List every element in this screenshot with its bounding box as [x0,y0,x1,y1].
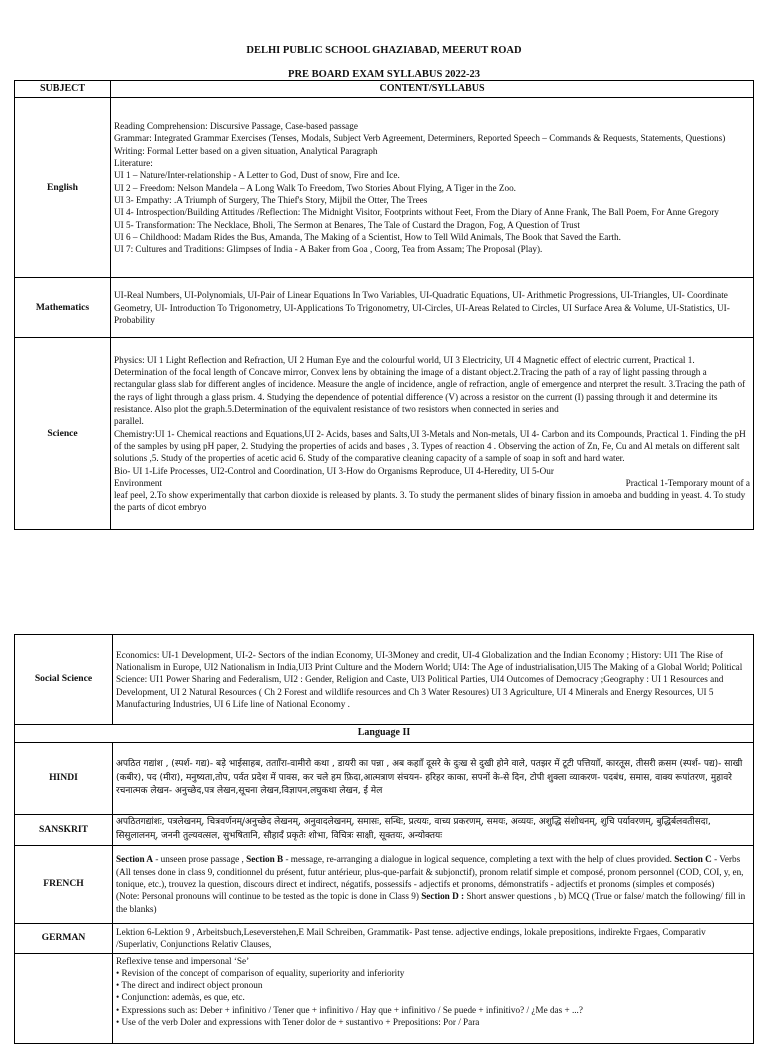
french-note: (Note: Personal pronouns will continue to be tested as the topic is done in Class 9) [116,891,422,902]
english-line: UI 7: Cultures and Traditions: Glimpses of India - A Baker from Goa , Coorg, Tea from Assam; The Proposal (Play). [114,244,543,255]
social-science-content: Economics: UI-1 Development, UI-2- Sectors of the indian Economy, UI-3Money and credit, UI-4 Globalization and the Indian Economy ; History: UI1 The Rise of Nationalism in Europe, UI2 Nationalism in India,UI3 Print Culture and the Modern World; UI4: The Age of industrialisation,UI5 The Making of a Global World; Political Science: UI1 Power Sharing and Federalism, UI2 : Gender, Religion and Caste, UI3 Political Parties, UI4 Outcomes of Democracy ;Geography : UI 1 Resources and Development, UI 2 Natural Resources ( Ch 2 Forest and wildlife resources and Ch 3 Water Resoures) UI 3 Agriculture, UI 4 Minerals and Energy Resources, UI 5 Manufacturing Industries, UI 6 Life line of National Economy . [113,635,754,725]
science-row [15,338,754,530]
mathematics-row [15,278,754,338]
school-title: DELHI PUBLIC SCHOOL GHAZIABAD, MEERUT ROAD [246,45,522,56]
spanish-content [113,953,754,1043]
french-section-d: Short answer questions , b) MCQ (True or false/ match the following/ fill in the blanks) [116,891,746,914]
science-parallel: parallel. [114,416,144,427]
mathematics-content: UI-Real Numbers, UI-Polynomials, UI-Pair of Linear Equations In Two Variables, UI-Quadratic Equations, UI- Arithmetic Progressions, UI-Triangles, UI- Coordinate Geometry, UI- Introduction To Trigonometry, UI-Applications To Trigonometry, UI-Circles, UI-Areas Related to Circles, UI Surface Area & Volume, UI-Statistics, UI-Probability [111,278,754,338]
content-column-header: CONTENT/SYLLABUS [111,81,754,98]
subject-german: GERMAN [15,923,113,953]
english-line: UI 6 – Childhood: Madam Rides the Bus, Amanda, The Making of a Scientist, How to Tell Wild Animals, The Book that Saved the Earth. [114,231,621,242]
sanskrit-content: अपठितगद्यांशः, पत्रलेखनम्, चित्रवर्णनम्/अनुच्छेद लेखनम्, अनुवादलेखनम्, समासः, सन्धिः, प्रत्ययः, वाच्य प्रकरणम्, समयः, अव्ययः, अशुद्धि संशोधनम्, शुचि पर्यावरणम्, बुद्धिर्बलवतीसदा, सिसुलालनम्, जननी तुल्यवत्सल, सुभषितानि, सौहार्दं प्रकृतेः शोभा, विचित्रः साक्षी, सूक्तयः, अन्योक्तयः [113,815,754,846]
english-line: Writing: Formal Letter based on a given situation, Analytical Paragraph [114,145,378,156]
subject-spanish [15,953,113,1043]
subject-mathematics: Mathematics [15,278,111,338]
subject-column-header: SUBJECT [15,81,111,98]
french-section-c: - Verbs (All tenses done in class 9, conditionnel du présent, futur antérieur, plus-que-parfait & subjonctif), pronom relatif simple et composé, pronom personnel (COD, COI, y, en, tonique, etc.), trouvez la question, discours direct et indirect, négatifs, possessifs - adjectifs et pronoms, démonstratifs - adjectifs et pronoms (simples et composés) [116,854,744,889]
science-content [111,338,754,530]
syllabus-table-1 [14,80,754,530]
subject-french: FRENCH [15,845,113,923]
french-row [15,845,754,923]
english-line: UI 3- Empathy: .A Triumph of Surgery, The Thief's Story, Mijbil the Otter, The Trees [114,194,428,205]
sanskrit-row [15,815,754,846]
french-section-b: - message, re-arranging a dialogue in logical sequence, completing a text with the help of clues provided. [283,854,675,865]
subject-english: English [15,98,111,278]
english-content [111,98,754,278]
english-line: UI 2 – Freedom: Nelson Mandela – A Long Walk To Freedom, Two Stories About Flying, A Tiger in the Zoo. [114,182,516,193]
french-section-a: - unseen prose passage , [153,854,247,865]
french-content [113,845,754,923]
subject-social-science: Social Science [15,635,113,725]
hindi-content: अपठित गद्यांश , (स्पर्श- गद्य)- बड़े भाईसाहब, ततााँरा-वामीरो कथा , डायरी का पन्ना , अब कहााँ दूसरे के दुःख से दुखी होने वाले, पतझर में टूटी पत्तियााँ, कारतूस, तीसरी क़सम (स्पर्श- पद्य)- साखी (कबीर), पद (मीरा), मनुष्यता,तोप, पर्वत प्रदेश में पावस, कर चले हम फ़िदा,आत्मत्राण संचयन- हरिहर काका, सपनों के-से दिन, टोपी शुक्ला व्याकरण- पदबंध, समास, वाक्य रूपांतरण, मुहावरे रचनात्मक लेखन- अनुच्छेद,पत्र लेखन,सूचना लेखन,विज्ञापन,लघुकथा लेखन, ई मेल [113,743,754,815]
exam-title: PRE BOARD EXAM SYLLABUS 2022-23 [288,69,480,80]
french-section-a-label: Section A [116,854,154,865]
language2-row [15,725,754,743]
science-bio: Bio- UI 1-Life Processes, UI2-Control and Coordination, UI 3-How do Organisms Reproduce, UI 4-Heredity, UI 5-Our [114,465,554,476]
german-row [15,923,754,953]
german-content: Lektion 6-Lektion 9 , Arbeitsbuch,Leseverstehen,E Mail Schreiben, Grammatik- Past tense. adjective endings, lokale prepositions, indirekte Frgaes, Comparativ /Superlativ, Conjunctions Relativ Clauses, [113,923,754,953]
french-section-d-label: Section D : [421,891,465,902]
social-science-row [15,635,754,725]
spanish-line: • Use of the verb Doler and expressions with Tener dolor de + sustantivo + Prepositions: Por / Para [116,1017,480,1028]
science-chemistry: Chemistry:UI 1- Chemical reactions and Equations,UI 2- Acids, bases and Salts,UI 3-Metals and Non-metals, UI 4- Carbon and its Compounds, Practical 1. Finding the pH of the samples by using pH paper, 2. Studying the properties of acids and bases , 3. Types of reaction 4 . Observing the action of Zn, Fe, Cu and Al metals on different salt solutions ,5. Study of the properties of acetic acid 6. Study of the comparative cleaning capacity of a sample of soap in soft and hard water. [114,428,746,464]
science-bio-env-line [114,477,750,489]
english-line: Reading Comprehension: Discursive Passage, Case-based passage [114,121,358,132]
spanish-line: • Conjunction: ademàs, es que, etc. [116,992,245,1003]
hindi-row [15,743,754,815]
spanish-row [15,953,754,1043]
spanish-line: Reflexive tense and impersonal ‘Se’ [116,955,250,966]
science-physics: Physics: UI 1 Light Reflection and Refraction, UI 2 Human Eye and the colourful world, UI 3 Electricity, UI 4 Magnetic effect of electric current, Practical 1. Determination of the focal length of Concave mirror, Convex lens by obtaining the image of a distant object.2.Tracing the path of a ray of light passing through a rectangular glass slab for different angles of incidence. Measure the angle of incidence, angle of refraction, angle of emergence and nterpret the result. 3.Tracing the path of the rays of light through a glass prism. 4. Studying the dependence of potential difference (V) across a resistor on the current (I) passing through it and determine its resistance. Also plot the graph.5.Determination of the equivalent resistance of two resistors when connected in series and [114,354,746,415]
spanish-line: • Expressions such as: Deber + infinitivo / Tener que + infinitivo / Hay que + infinitivo / Se puede + infinitivo? / ¿Me das + ...? [116,1004,583,1015]
subject-hindi: HINDI [15,743,113,815]
science-bio-practical: Practical 1-Temporary mount of a [625,477,750,488]
spanish-line: • The direct and indirect object pronoun [116,980,263,991]
syllabus-table-2 [14,634,754,1044]
english-line: UI 5- Transformation: The Necklace, Bholi, The Sermon at Benares, The Tale of Custard the Dragon, Fog, A Question of Trust [114,219,580,230]
spanish-line: • Revision of the concept of comparison of equality, superiority and inferiority [116,967,405,978]
science-bio-env: Environment [114,477,162,488]
english-line: Literature: [114,158,153,169]
subject-science: Science [15,338,111,530]
science-bio-cont: leaf peel, 2.To show experimentally that carbon dioxide is released by plants. 3. To study the permanent slides of binary fission in amoeba and budding in yeast. 4. To study the parts of dicot embryo [114,490,746,513]
french-section-c-label: Section C [674,854,712,865]
english-line: UI 1 – Nature/Inter-relationship - A Letter to God, Dust of snow, Fire and Ice. [114,170,400,181]
english-row [15,98,754,278]
language2-heading: Language II [15,725,754,743]
subject-sanskrit: SANSKRIT [15,815,113,846]
french-section-b-label: Section B [246,854,284,865]
english-line: Grammar: Integrated Grammar Exercises (Tenses, Modals, Subject Verb Agreement, Determiners, Reported Speech – Commands & Requests, Statements, Questions) [114,133,726,144]
english-line: UI 4- Introspection/Building Attitudes /Reflection: The Midnight Visitor, Footprints without Feet, From the Diary of Anne Frank, The Ball Poem, For Anne Gregory [114,207,719,218]
